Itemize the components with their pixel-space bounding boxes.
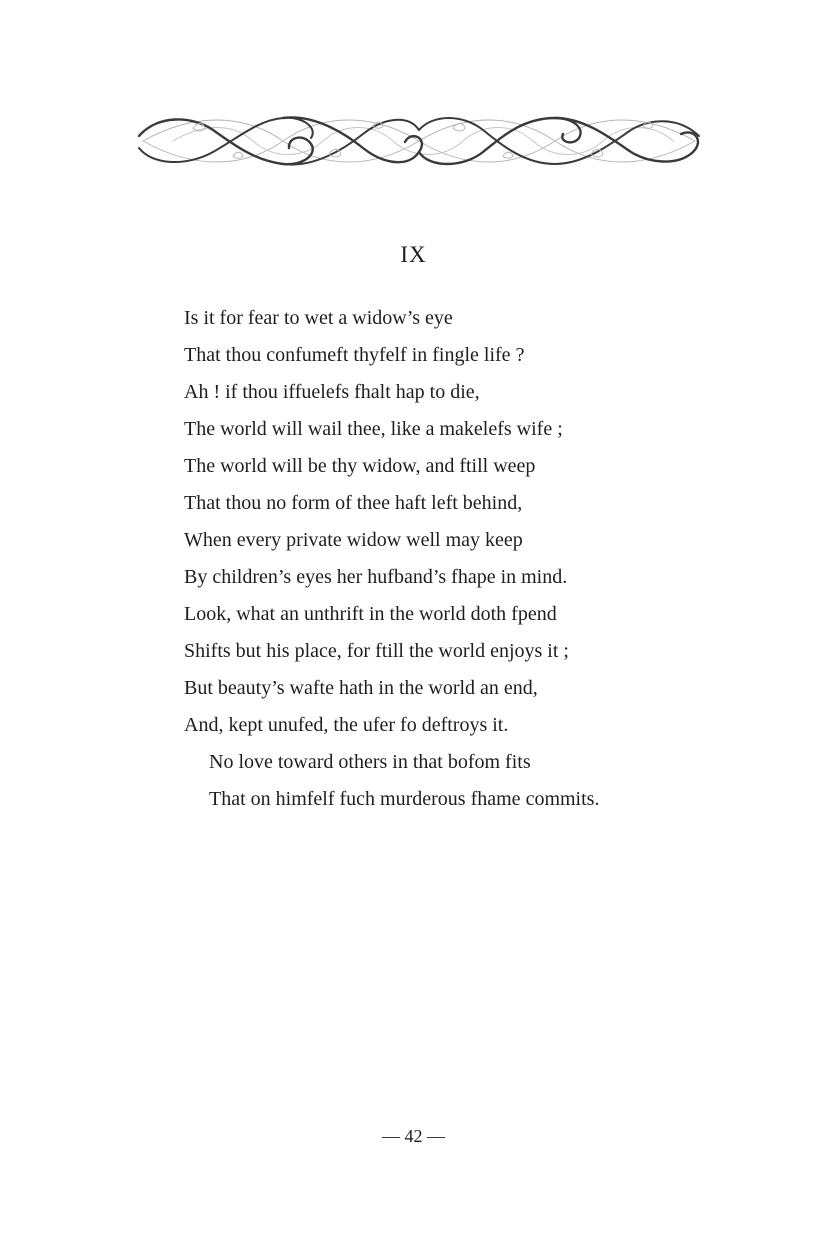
poem-line: But beauty’s wafte hath in the world an end,: [184, 677, 538, 699]
poem-line: Ah ! if thou iffuelefs fhalt hap to die,: [184, 381, 480, 403]
poem-line: Look, what an unthrift in the world doth fpend: [184, 603, 557, 625]
poem-line: And, kept unufed, the ufer fo deftroys it.: [184, 714, 509, 736]
couplet-line: No love toward others in that bofom fits: [209, 751, 531, 773]
poem-line: That thou confumeft thyfelf in fingle life ?: [184, 344, 525, 366]
poem-body: [184, 303, 599, 821]
couplet-line: That on himfelf fuch murderous fhame commits.: [209, 788, 600, 810]
poem-line: By children’s eyes her hufband’s fhape in mind.: [184, 566, 568, 588]
sonnet-number: IX: [400, 242, 427, 267]
decorative-flourish-icon: [133, 108, 705, 174]
poem-line: The world will wail thee, like a makelefs wife ;: [184, 418, 563, 440]
poem-line: That thou no form of thee haft left behind,: [184, 492, 523, 514]
poem-line: When every private widow well may keep: [184, 529, 523, 551]
poem-line: The world will be thy widow, and ftill weep: [184, 455, 536, 477]
poem-line: Is it for fear to wet a widow’s eye: [184, 307, 453, 329]
poem-line: Shifts but his place, for ftill the world enjoys it ;: [184, 640, 569, 662]
page-number: — 42 —: [382, 1126, 445, 1146]
